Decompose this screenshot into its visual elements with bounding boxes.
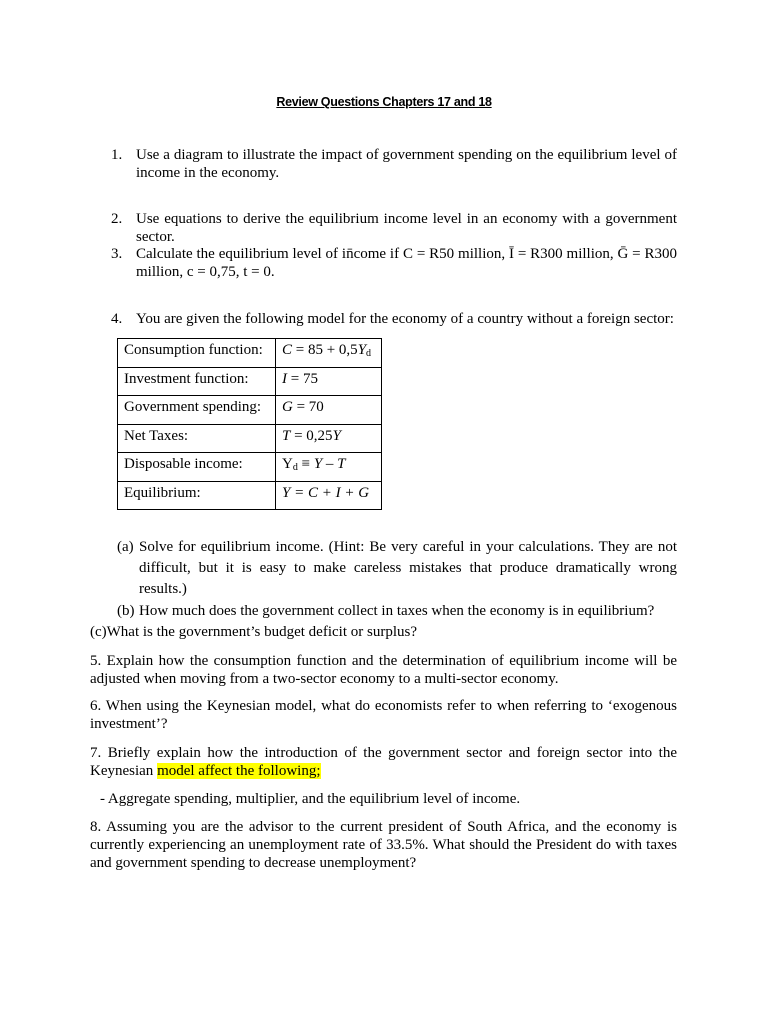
model-table <box>117 338 382 510</box>
sub-question-label: (b) <box>117 603 135 619</box>
question-1 <box>111 146 677 182</box>
question-number: 4. <box>111 311 123 327</box>
table-cell-equation: G = 70 <box>276 396 382 425</box>
question-3 <box>111 245 677 281</box>
question-4 <box>111 310 677 328</box>
table-row <box>118 481 382 510</box>
table-cell-label: Investment function: <box>118 367 276 396</box>
sub-question-text: How much does the government collect in taxes when the economy is in equilibrium? <box>139 603 655 619</box>
table-cell-equation: Y = C + I + G <box>276 481 382 510</box>
sub-question-b <box>117 601 677 622</box>
table-cell-label: Consumption function: <box>118 339 276 368</box>
table-row <box>118 396 382 425</box>
sub-question-c: (c)What is the government’s budget deficit or surplus? <box>90 624 417 640</box>
sub-question-a <box>117 537 677 600</box>
question-7-bullet: - Aggregate spending, multiplier, and the equilibrium level of income. <box>100 791 521 807</box>
sub-question-text: Solve for equilibrium income. (Hint: Be very careful in your calculations. They are not difficult, but it is easy to make careless mistakes that produce dramatically wrong results.) <box>139 539 677 597</box>
table-cell-label: Net Taxes: <box>118 424 276 453</box>
question-number: 1. <box>111 147 123 163</box>
table-cell-label: Disposable income: <box>118 453 276 482</box>
table-cell-label: Equilibrium: <box>118 481 276 510</box>
question-number: 3. <box>111 246 123 262</box>
question-6: 6. When using the Keynesian model, what do economists refer to when referring to ‘exogenous investment’? <box>90 698 677 732</box>
question-text: You are given the following model for the economy of a country without a foreign sector: <box>136 311 674 327</box>
sub-question-label: (a) <box>117 539 134 555</box>
table-cell-equation: $Y_d \equiv Y - T$ <box>276 453 382 482</box>
table-cell-equation: I = 75 <box>276 367 382 396</box>
question-2 <box>111 210 677 246</box>
table-cell-equation: $C = 85 + 0,5Y_d$ <box>276 339 382 368</box>
table-cell-label: Government spending: <box>118 396 276 425</box>
question-5: 5. Explain how the consumption function and the determination of equilibrium income will be adjusted when moving from a two-sector economy to a multi-sector economy. <box>90 653 677 687</box>
question-number: 2. <box>111 211 123 227</box>
table-row <box>118 367 382 396</box>
table-row <box>118 339 382 368</box>
question-text: Use equations to derive the equilibrium income level in an economy with a government sector. <box>136 211 677 245</box>
question-7 <box>90 744 677 780</box>
question-8: 8. Assuming you are the advisor to the current president of South Africa, and the economy is currently experiencing an unemployment rate of 33.5%. What should the President do with taxes and government spending to decrease unemployment? <box>90 819 677 871</box>
question-text: Use a diagram to illustrate the impact of government spending on the equilibrium level of income in the economy. <box>136 147 677 181</box>
question-text: Calculate the equilibrium level of in̄come if C = R50 million, Ī = R300 million, Ḡ = R300 million, c = 0,75, t = 0. <box>136 246 677 280</box>
table-cell-equation: T = 0,25Y <box>276 424 382 453</box>
document-title: Review Questions Chapters 17 and 18 <box>276 95 492 109</box>
question-7-text: 7. Briefly explain how the introduction of the government sector and foreign sector into the Keynesian <box>90 745 677 779</box>
highlighted-text: model affect the following; <box>157 763 321 779</box>
table-row <box>118 424 382 453</box>
table-row <box>118 453 382 482</box>
